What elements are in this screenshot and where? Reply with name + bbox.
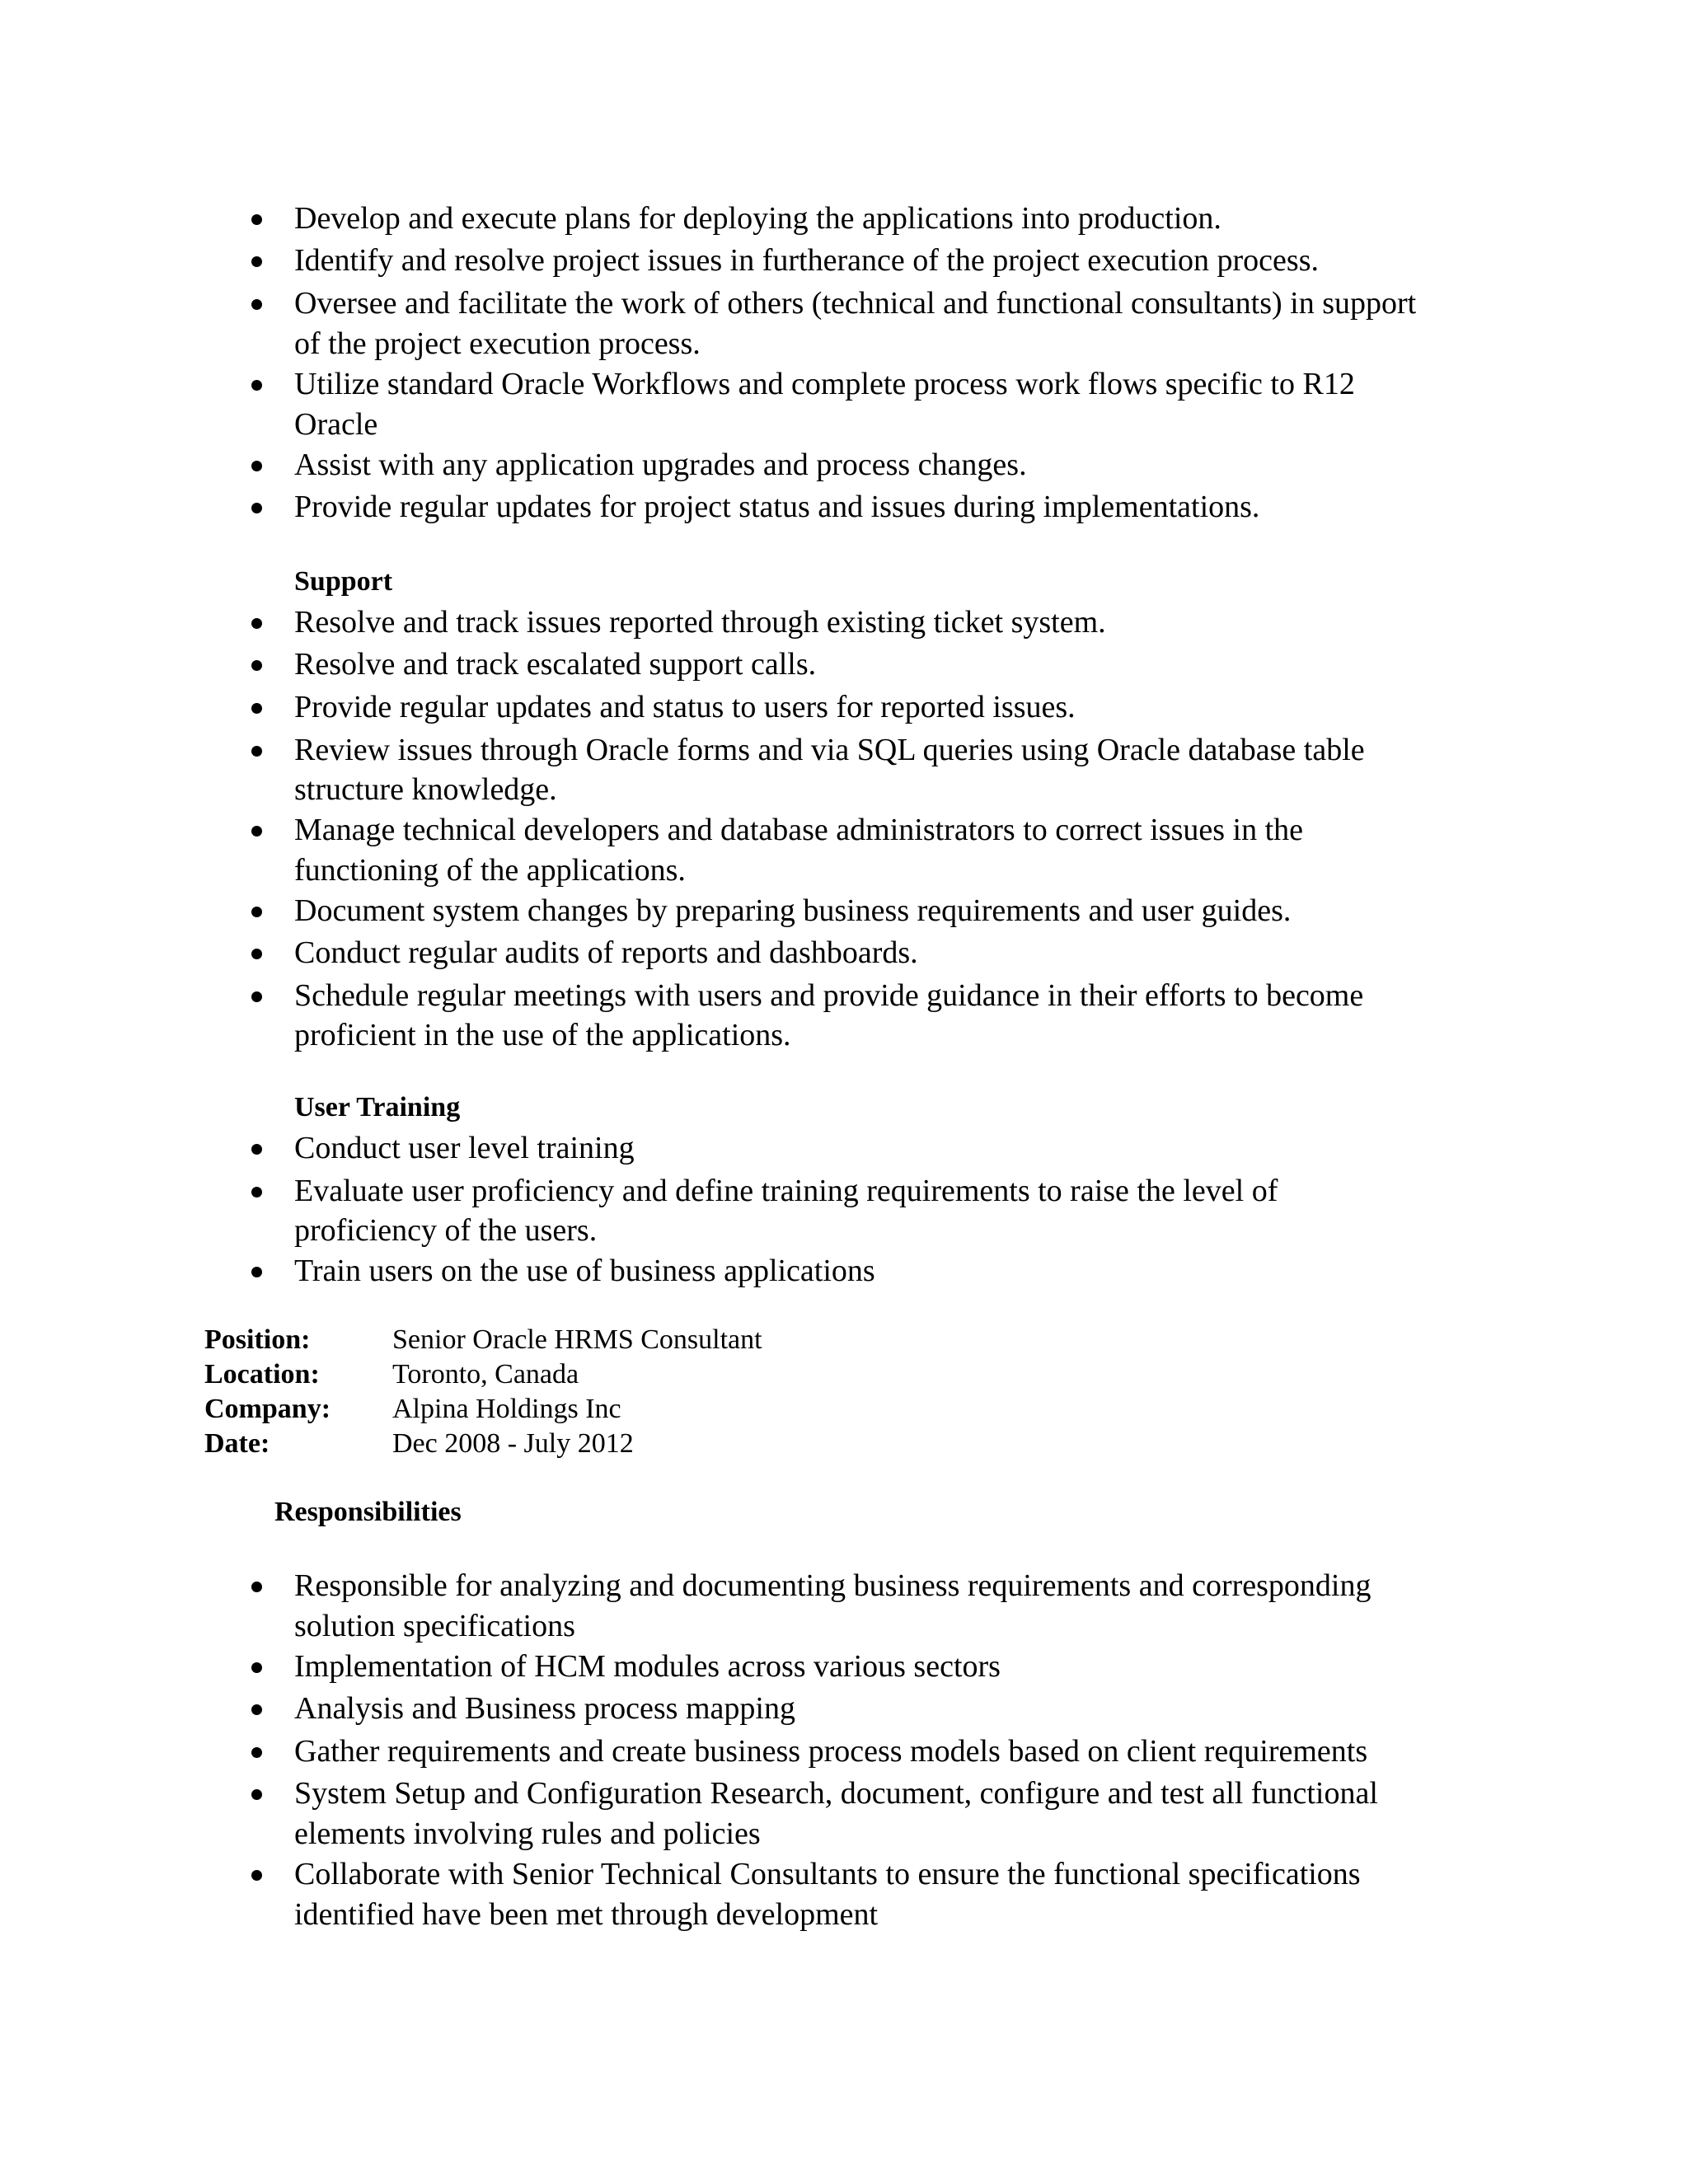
list-item: Provide regular updates and status to users for reported issues. xyxy=(294,690,1076,724)
bullet-icon xyxy=(241,933,272,972)
bullet-icon xyxy=(241,1171,272,1211)
list-item: Train users on the use of business applications xyxy=(294,1254,875,1288)
position-value: Senior Oracle HRMS Consultant xyxy=(392,1324,762,1355)
list-item: Schedule regular meetings with users and provide guidance in their efforts to become xyxy=(294,978,1364,1013)
bullet-icon xyxy=(241,284,272,323)
list-item: Manage technical developers and database administrators to correct issues in the xyxy=(294,813,1303,847)
list-item: Identify and resolve project issues in furtherance of the project execution process. xyxy=(294,243,1319,278)
list-item-continuation: identified have been met through development xyxy=(294,1897,879,1932)
bullet-icon xyxy=(241,891,272,930)
bullet-icon xyxy=(241,1854,272,1894)
list-item: Oversee and facilitate the work of others (technical and functional consultants) in support xyxy=(294,286,1417,321)
list-item: Resolve and track escalated support calls. xyxy=(294,647,817,682)
location-value: Toronto, Canada xyxy=(392,1359,579,1390)
responsibilities-heading: Responsibilities xyxy=(274,1497,462,1527)
list-item: Utilize standard Oracle Workflows and complete process work flows specific to R12 xyxy=(294,367,1355,401)
list-item-continuation: proficient in the use of the applications. xyxy=(294,1018,791,1052)
bullet-icon xyxy=(241,1128,272,1168)
bullet-icon xyxy=(241,364,272,404)
list-item-continuation: proficiency of the users. xyxy=(294,1213,598,1248)
list-item: Document system changes by preparing business requirements and user guides. xyxy=(294,893,1292,928)
company-value: Alpina Holdings Inc xyxy=(392,1394,621,1424)
list-item: Conduct regular audits of reports and dashboards. xyxy=(294,935,918,970)
list-item: Gather requirements and create business process models based on client requirements xyxy=(294,1734,1368,1769)
list-item-continuation: structure knowledge. xyxy=(294,772,557,807)
list-item: Evaluate user proficiency and define training requirements to raise the level of xyxy=(294,1174,1278,1208)
list-item: Implementation of HCM modules across various sectors xyxy=(294,1649,1001,1684)
bullet-icon xyxy=(241,445,272,485)
bullet-icon xyxy=(241,1774,272,1813)
list-item: Review issues through Oracle forms and via SQL queries using Oracle database table xyxy=(294,733,1365,767)
position-label: Position: xyxy=(204,1324,311,1355)
list-item-continuation: of the project execution process. xyxy=(294,326,701,361)
company-label: Company: xyxy=(204,1394,331,1424)
support-heading: Support xyxy=(294,566,393,597)
bullet-icon xyxy=(241,687,272,727)
bullet-icon xyxy=(241,241,272,280)
list-item-continuation: solution specifications xyxy=(294,1609,575,1643)
list-item: Assist with any application upgrades and process changes. xyxy=(294,448,1027,482)
list-item-continuation: functioning of the applications. xyxy=(294,853,686,888)
list-item: System Setup and Configuration Research, document, configure and test all functional xyxy=(294,1776,1378,1811)
bullet-icon xyxy=(241,602,272,642)
bullet-icon xyxy=(241,976,272,1015)
bullet-icon xyxy=(241,1647,272,1686)
bullet-icon xyxy=(241,810,272,850)
bullet-icon xyxy=(241,1251,272,1291)
date-value: Dec 2008 - July 2012 xyxy=(392,1428,634,1459)
bullet-icon xyxy=(241,644,272,684)
bullet-icon xyxy=(241,1566,272,1605)
list-item: Develop and execute plans for deploying the applications into production. xyxy=(294,201,1221,236)
list-item: Resolve and track issues reported through existing ticket system. xyxy=(294,605,1106,640)
list-item-continuation: elements involving rules and policies xyxy=(294,1816,761,1851)
bullet-icon xyxy=(241,1732,272,1771)
list-item: Analysis and Business process mapping xyxy=(294,1691,795,1726)
list-item-continuation: Oracle xyxy=(294,407,378,442)
list-item: Responsible for analyzing and documenting business requirements and corresponding xyxy=(294,1568,1372,1603)
location-label: Location: xyxy=(204,1359,320,1390)
list-item: Conduct user level training xyxy=(294,1131,635,1165)
list-item: Provide regular updates for project status and issues during implementations. xyxy=(294,490,1260,524)
user-training-heading: User Training xyxy=(294,1092,461,1122)
bullet-icon xyxy=(241,730,272,770)
bullet-icon xyxy=(241,199,272,238)
bullet-icon xyxy=(241,1689,272,1728)
date-label: Date: xyxy=(204,1428,270,1459)
list-item: Collaborate with Senior Technical Consultants to ensure the functional specifications xyxy=(294,1857,1361,1891)
bullet-icon xyxy=(241,487,272,527)
